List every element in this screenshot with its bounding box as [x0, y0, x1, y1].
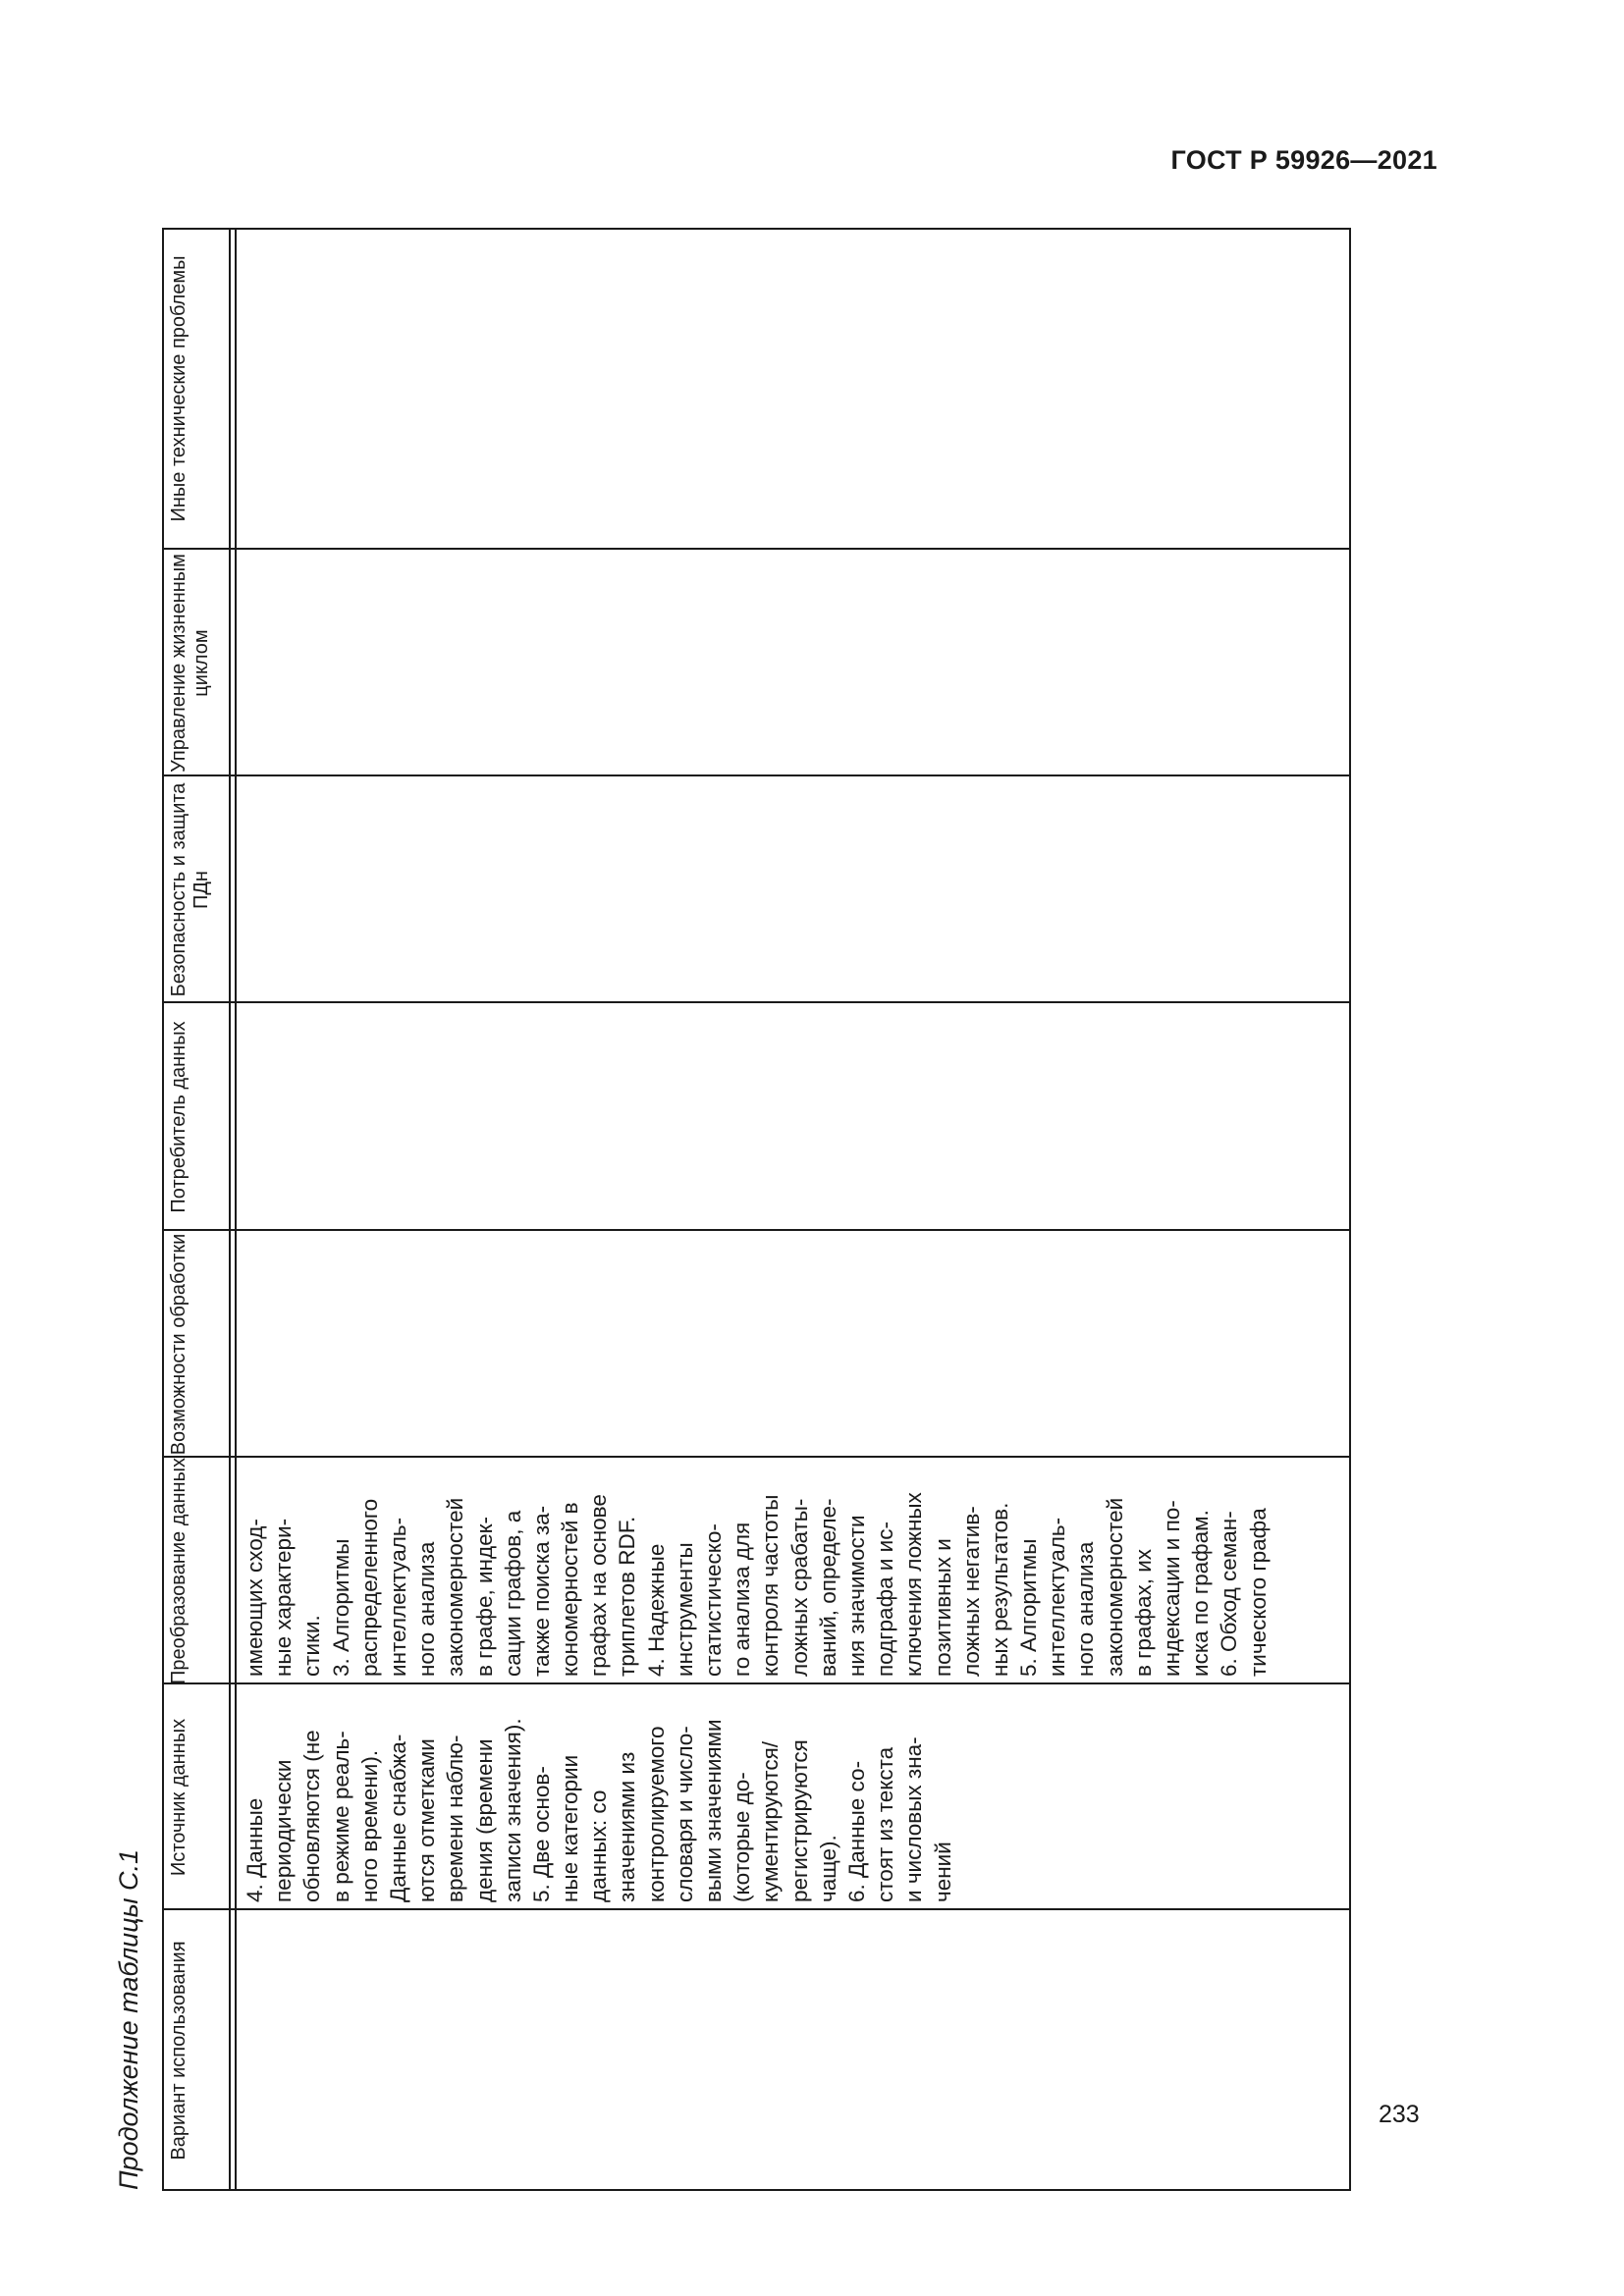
header-use-case: Вариант использования — [168, 1941, 189, 2161]
cell-text-line: сации графов, а — [500, 1510, 525, 1677]
cell-text-line: го анализа для — [730, 1522, 755, 1677]
header-lifecycle: Управление жизненным циклом — [168, 554, 212, 773]
cell-text-line: тического графа — [1245, 1508, 1271, 1677]
cell-text-line: ключения ложных — [901, 1492, 927, 1677]
cell-text-line: дения (времени — [471, 1738, 497, 1902]
cell-text-line: Данные снабжа- — [385, 1734, 410, 1902]
header-processing: Возможности обработки — [168, 1233, 189, 1456]
cell-text-line: в режиме реаль- — [328, 1731, 353, 1902]
cell-text-line: распределенного — [356, 1498, 382, 1677]
cell-text-line: ния значимости — [843, 1515, 869, 1677]
cell-text-line: ных результатов. — [987, 1502, 1012, 1677]
header-separator-2 — [235, 228, 237, 2191]
cell-text-line: и числовых зна- — [901, 1736, 927, 1902]
cell-text-line: регистрируются — [786, 1739, 812, 1902]
column-divider — [162, 1001, 1351, 1003]
cell-text-line: чений — [930, 1842, 955, 1902]
cell-text-line: кономерностей в — [558, 1502, 583, 1677]
cell-text-line: инструменты — [672, 1542, 697, 1677]
cell-text-line: времени наблю- — [443, 1735, 468, 1902]
cell-text-line: 4. Данные — [243, 1797, 267, 1902]
cell-text-line: записи значения). — [500, 1718, 525, 1902]
cell-text-line: ные характери- — [271, 1518, 297, 1677]
cell-text-line: статистическо- — [701, 1523, 726, 1677]
column-divider — [162, 1456, 1351, 1458]
header-other-issues: Иные технические проблемы — [168, 255, 189, 522]
cell-text-line: периодически — [271, 1759, 297, 1902]
cell-text-line: контролируемого — [643, 1726, 669, 1902]
cell-text-line: интеллектуаль- — [1045, 1517, 1070, 1677]
column-divider — [162, 1908, 1351, 1910]
cell-text-line: значениями из — [615, 1751, 640, 1902]
column-divider — [162, 774, 1351, 776]
cell-text-line: (которые до- — [730, 1772, 755, 1902]
cell-text-line: закономерностей — [443, 1497, 468, 1677]
cell-data-transformation — [241, 1492, 1272, 1677]
cell-text-line: в графе, индек- — [471, 1517, 497, 1677]
cell-text-line: закономерностей — [1102, 1497, 1127, 1677]
cell-text-line: 4. Надежные — [643, 1543, 669, 1677]
cell-text-line: графах на основе — [586, 1494, 612, 1677]
cell-text-line: данных: со — [586, 1789, 612, 1902]
cell-text-line: обновляются (не — [299, 1730, 325, 1902]
rotated-table-area — [108, 228, 1581, 2191]
header-data-transformation: Преобразование данных — [168, 1458, 189, 1684]
cell-data-source — [241, 1718, 957, 1902]
cell-text-line: 6. Данные со- — [843, 1760, 869, 1902]
cell-text-line: контроля частоты — [758, 1494, 784, 1677]
cell-text-line: индексации и по- — [1160, 1500, 1184, 1677]
cell-text-line: ные категории — [558, 1754, 583, 1902]
cell-text-line: словаря и число- — [672, 1726, 697, 1902]
cell-text-line: в графах, их — [1130, 1548, 1156, 1677]
cell-text-line: ются отметками — [414, 1738, 440, 1902]
cell-text-line: 5. Алгоритмы — [1016, 1538, 1042, 1677]
cell-text-line: интеллектуаль- — [385, 1517, 410, 1677]
cell-text-line: триплетов RDF. — [615, 1516, 640, 1677]
cell-text-line: чаще). — [815, 1835, 840, 1902]
cell-text-line: кументируются/ — [758, 1740, 784, 1902]
cell-text-line: стики. — [299, 1615, 325, 1677]
cell-text-line: ного времени). — [356, 1749, 382, 1902]
cell-text-line: ваний, определе- — [815, 1498, 840, 1677]
cell-text-line: 5. Две основ- — [528, 1766, 554, 1902]
header-separator-1 — [229, 228, 231, 2191]
header-security: Безопасность и защита ПДн — [168, 782, 212, 997]
table-caption: Продолжение таблицы С.1 — [114, 1848, 143, 2190]
cell-text-line: имеющих сход- — [243, 1519, 267, 1677]
cell-text-line: 3. Алгоритмы — [328, 1538, 353, 1677]
cell-text-line: ложных негатив- — [958, 1506, 984, 1677]
header-data-consumer: Потребитель данных — [168, 1021, 189, 1213]
cell-text-line: позитивных и — [930, 1538, 955, 1677]
cell-text-line: ложных срабаты- — [786, 1498, 812, 1677]
column-divider — [162, 1229, 1351, 1231]
cell-text-line: также поиска за- — [528, 1505, 554, 1677]
column-divider — [162, 548, 1351, 550]
cell-text-line: иска по графам. — [1188, 1510, 1214, 1677]
standard-designation: ГОСТ Р 59926—2021 — [1170, 145, 1437, 175]
cell-text-line: ного анализа — [1073, 1541, 1099, 1677]
table-c1 — [162, 228, 1624, 2191]
column-divider — [162, 1682, 1351, 1684]
cell-text-line: 6. Обход семан- — [1217, 1511, 1242, 1677]
cell-text-line: стоят из текста — [873, 1746, 898, 1902]
cell-text-line: ного анализа — [414, 1541, 440, 1677]
header-data-source: Источник данных — [168, 1718, 189, 1877]
page-number: 233 — [1379, 2101, 1420, 2128]
cell-text-line: подграфа и ис- — [873, 1522, 898, 1677]
cell-text-line: выми значениями — [701, 1719, 726, 1902]
